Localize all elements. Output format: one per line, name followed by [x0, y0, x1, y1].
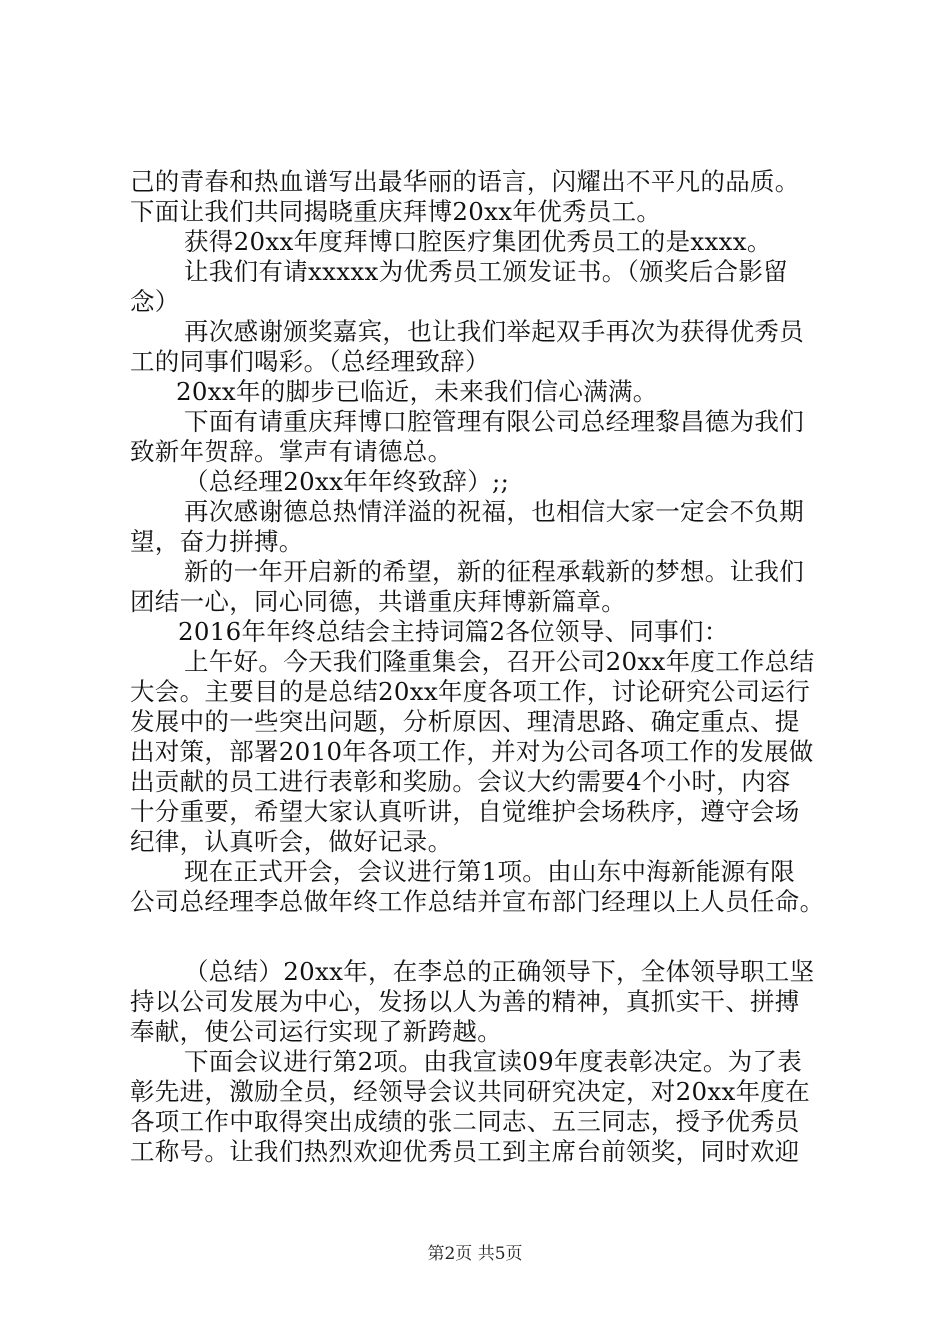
text-line: 大会。主要目的是总结20xx年度各项工作，讨论研究公司运行	[130, 677, 811, 706]
text-line: 让我们有请xxxxx为优秀员工颁发证书。（颁奖后合影留	[184, 257, 788, 286]
text-line: 纪律，认真听会，做好记录。	[130, 827, 453, 856]
text-line: 工称号。让我们热烈欢迎优秀员工到主席台前领奖，同时欢迎	[130, 1137, 800, 1166]
text-line: 获得20xx年度拜博口腔医疗集团优秀员工的是xxxx。	[184, 227, 772, 256]
text-line: 再次感谢颁奖嘉宾，也让我们举起双手再次为获得优秀员	[184, 317, 804, 346]
text-line: （总结）20xx年，在李总的正确领导下，全体领导职工坚	[184, 957, 815, 986]
text-line: 念）	[130, 287, 180, 316]
text-line: 己的青春和热血谱写出最华丽的语言，闪耀出不平凡的品质。	[130, 167, 800, 196]
text-line: 出贡献的员工进行表彰和奖励。会议大约需要4个小时，内容	[130, 767, 791, 796]
text-line: 工的同事们喝彩。（总经理致辞）	[130, 347, 490, 376]
text-line: 20xx年的脚步已临近，未来我们信心满满。	[176, 377, 658, 406]
text-line: 奉献，使公司运行实现了新跨越。	[130, 1017, 502, 1046]
text-line: 再次感谢德总热情洋溢的祝福，也相信大家一定会不负期	[184, 497, 804, 526]
text-line: 下面让我们共同揭晓重庆拜博20xx年优秀员工。	[130, 197, 662, 226]
paragraph-gap	[130, 917, 830, 957]
text-line: 现在正式开会，会议进行第1项。由山东中海新能源有限	[184, 857, 796, 886]
section-heading-line: 2016年年终总结会主持词篇2各位领导、同事们：	[178, 617, 729, 646]
text-line: 望，奋力拼搏。	[130, 527, 304, 556]
text-line: 致新年贺辞。掌声有请德总。	[130, 437, 453, 466]
text-line: 下面会议进行第2项。由我宣读09年度表彰决定。为了表	[184, 1047, 803, 1076]
text-line: 上午好。今天我们隆重集会，召开公司20xx年度工作总结	[184, 647, 815, 676]
text-line: 出对策，部署2010年各项工作，并对为公司各项工作的发展做	[130, 737, 814, 766]
text-line: 下面有请重庆拜博口腔管理有限公司总经理黎昌德为我们	[184, 407, 804, 436]
text-line: 发展中的一些突出问题，分析原因、理清思路、确定重点、提	[130, 707, 800, 736]
text-line: 各项工作中取得突出成绩的张二同志、五三同志，授予优秀员	[130, 1107, 800, 1136]
text-line: 团结一心，同心同德，共谱重庆拜博新篇章。	[130, 587, 626, 616]
page-number-footer: 第2页 共5页	[427, 1244, 523, 1264]
document-body	[130, 167, 830, 1167]
text-line: 持以公司发展为中心，发扬以人为善的精神，真抓实干、拼搏	[130, 987, 800, 1016]
text-line: 新的一年开启新的希望，新的征程承载新的梦想。让我们	[184, 557, 804, 586]
text-line: 彰先进，激励全员，经领导会议共同研究决定，对20xx年度在	[130, 1077, 811, 1106]
text-line: （总经理20xx年年终致辞）;;	[184, 467, 510, 496]
text-line: 公司总经理李总做年终工作总结并宣布部门经理以上人员任命。	[130, 887, 825, 916]
text-line: 十分重要，希望大家认真听讲，自觉维护会场秩序，遵守会场	[130, 797, 800, 826]
